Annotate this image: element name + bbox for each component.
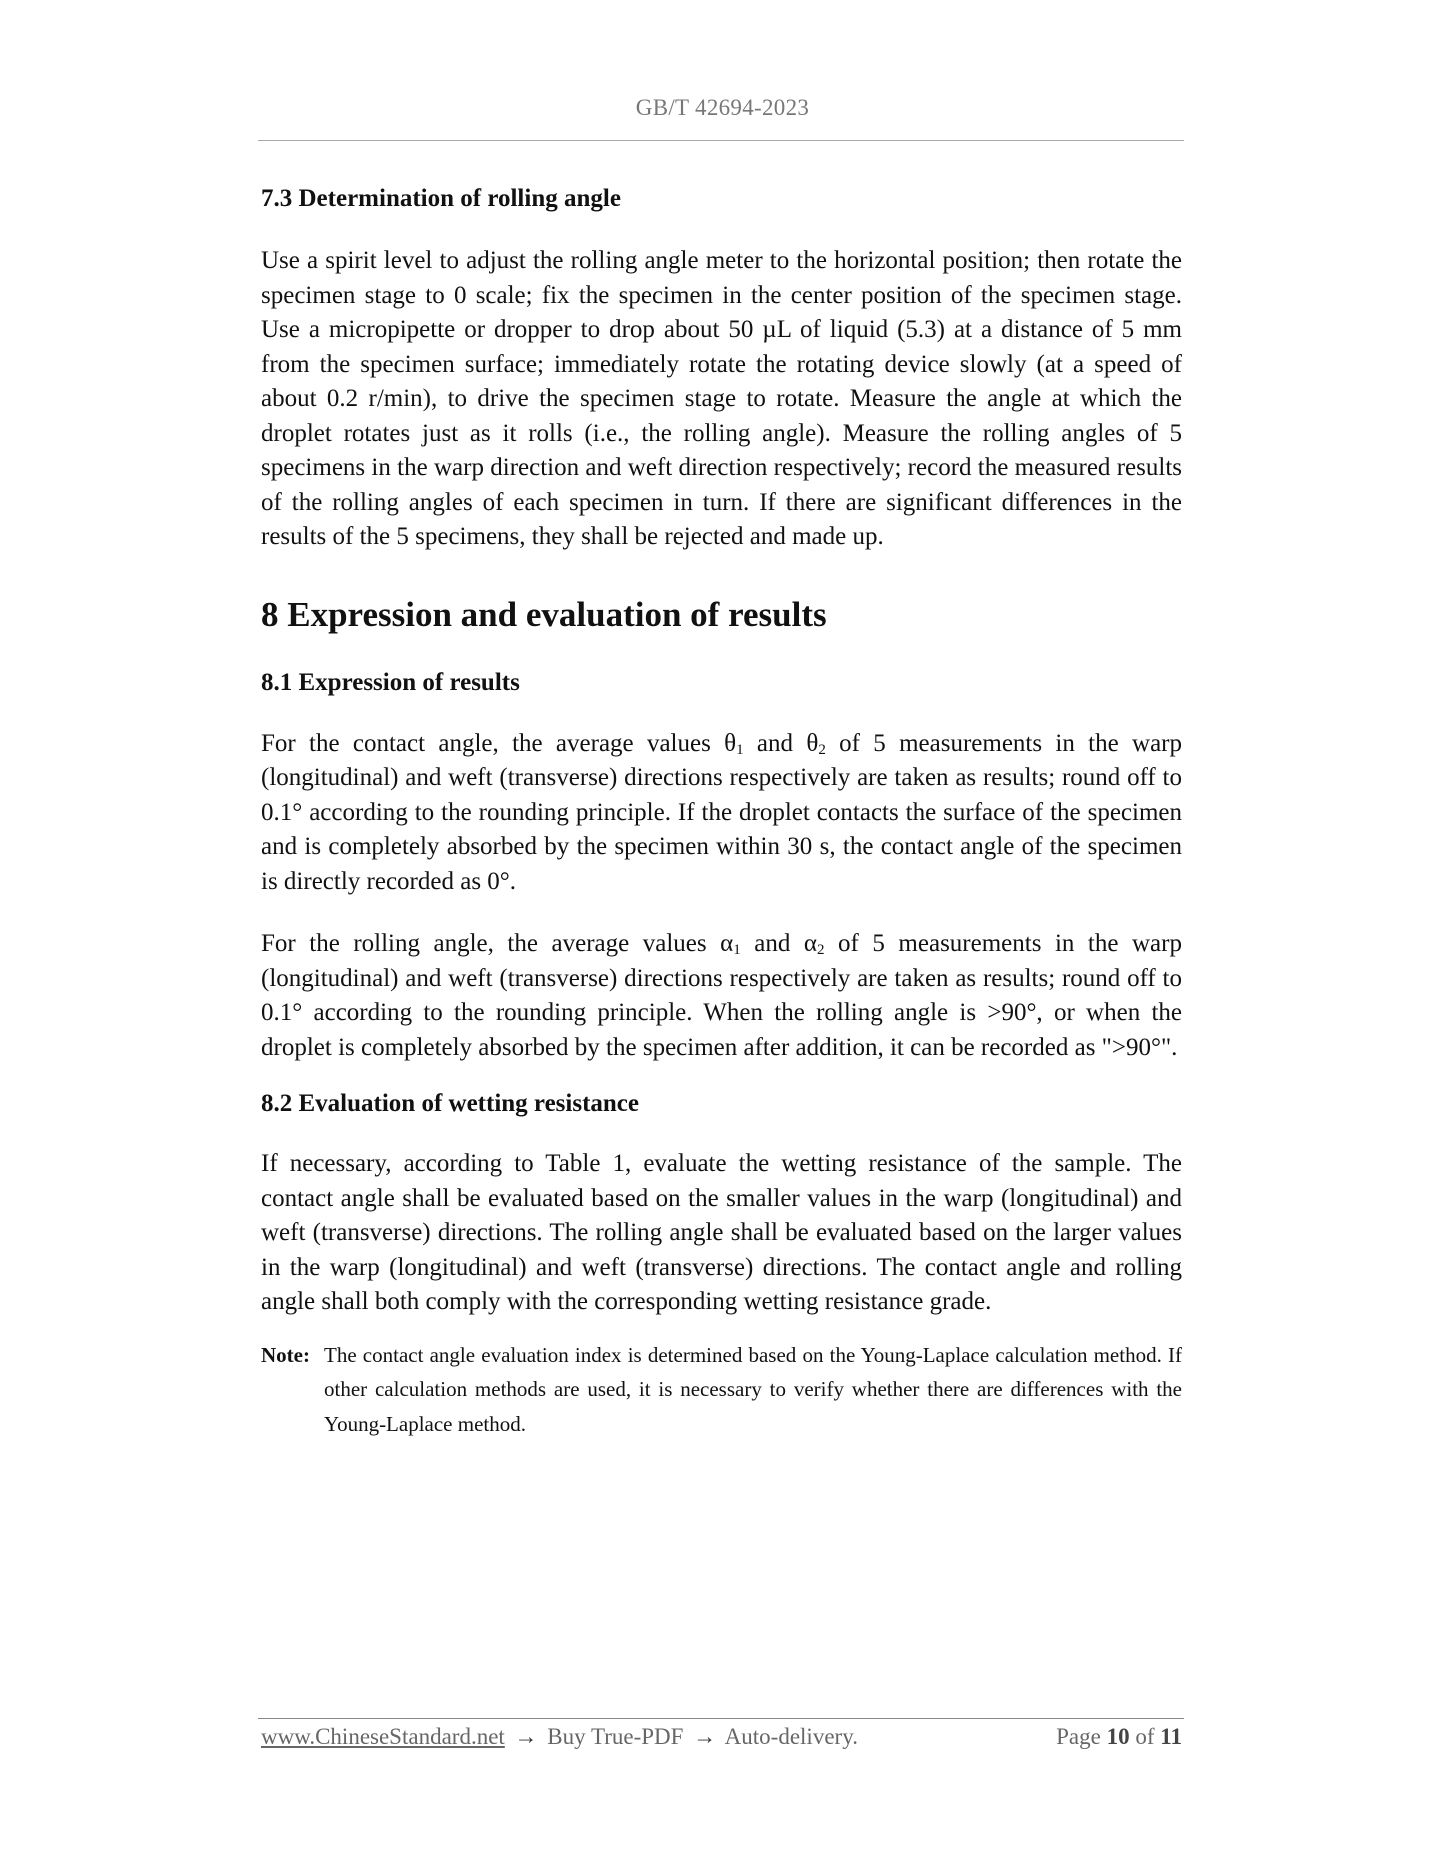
section-8-2-heading: 8.2 Evaluation of wetting resistance	[261, 1090, 639, 1117]
section-8-heading: 8 Expression and evaluation of results	[261, 594, 827, 634]
section-7-3-heading: 7.3 Determination of rolling angle	[261, 185, 621, 212]
para2-tail: of 5 measurements in the warp (longitudinal) and weft (transverse) directions respectively are taken as results; round off to 0.1° according to the rounding principle. When the rolling angle is >90°, or when the droplet is completely absorbed by the specimen after addition, it can be recorded as ">90°".	[261, 930, 1182, 1061]
note-block	[261, 1338, 1182, 1442]
page-number	[1056, 1724, 1182, 1750]
note-text: The contact angle evaluation index is determined based on the Young-Laplace calculation method. If other calculation methods are used, it is necessary to verify whether there are differences with the Young-Laplace method.	[324, 1342, 1182, 1436]
arrow-right-icon: →	[514, 1724, 538, 1749]
footer-divider	[258, 1718, 1184, 1719]
page-content	[261, 182, 1182, 1441]
page-word: Page	[1056, 1724, 1101, 1749]
header-divider	[258, 140, 1184, 141]
footer-left	[261, 1724, 858, 1750]
para2-lead: For the rolling angle, the average values	[261, 930, 721, 957]
note-label: Note:	[261, 1342, 310, 1367]
arrow-right-icon-2: →	[693, 1724, 717, 1749]
section-8-1-paragraph-contact	[261, 727, 1182, 900]
para1-lead: For the contact angle, the average values	[261, 729, 725, 757]
alpha-symbol-2: α	[803, 930, 818, 957]
footer-step-delivery: Auto-delivery.	[724, 1724, 858, 1749]
section-8-2-paragraph: If necessary, according to Table 1, evaluate the wetting resistance of the sample. The contact angle shall be evaluated based on the smaller values in the warp (longitudinal) and weft (transverse) directions. The rolling angle shall be evaluated based on the larger values in the warp (longitudinal) and weft (transverse) directions. The contact angle and rolling angle shall both comply with the corresponding wetting resistance grade.	[261, 1150, 1182, 1315]
section-8-1-heading: 8.1 Expression of results	[261, 668, 520, 696]
alpha-subscript-2: 2	[817, 942, 825, 958]
theta-symbol-1: θ	[724, 729, 737, 757]
page-total: 11	[1160, 1724, 1182, 1749]
theta-subscript-2: 2	[818, 741, 826, 758]
para1-tail: of 5 measurements in the warp (longitudinal) and weft (transverse) directions respectively are taken as results; round off to 0.1° according to the rounding principle. If the droplet contacts the surface of the specimen and is completely absorbed by the specimen within 30 s, the contact angle of the specimen is directly recorded as 0°.	[261, 729, 1182, 895]
alpha-subscript-1: 1	[733, 942, 741, 958]
footer-step-buy: Buy True-PDF	[547, 1724, 684, 1749]
section-7-3-paragraph: Use a spirit level to adjust the rolling angle meter to the horizontal position; then rotate the specimen stage to 0 scale; fix the specimen in the center position of the specimen stage. Use a micropipette or dropper to drop about 50 µL of liquid (5.3) at a distance of 5 mm from the specimen surface; immediately rotate the rotating device slowly (at a speed of about 0.2 r/min), to drive the specimen stage to rotate. Measure the angle at which the droplet rotates just as it rolls (i.e., the rolling angle). Measure the rolling angles of 5 specimens in the warp direction and weft direction respectively; record the measured results of the rolling angles of each specimen in turn. If there are significant differences in the results of the 5 specimens, they shall be rejected and made up.	[261, 247, 1182, 550]
theta-symbol-2: θ	[806, 729, 819, 757]
page-current: 10	[1106, 1724, 1130, 1749]
theta-subscript-1: 1	[736, 741, 744, 758]
section-8-1-paragraph-rolling	[261, 927, 1182, 1065]
header-standard-id: GB/T 42694-2023	[635, 95, 810, 120]
para1-mid: and	[743, 729, 807, 757]
para2-mid: and	[740, 930, 804, 957]
of-word: of	[1135, 1724, 1155, 1749]
site-link[interactable]: www.ChineseStandard.net	[261, 1724, 505, 1749]
page-footer	[261, 1724, 1182, 1750]
alpha-symbol-1: α	[720, 930, 734, 957]
